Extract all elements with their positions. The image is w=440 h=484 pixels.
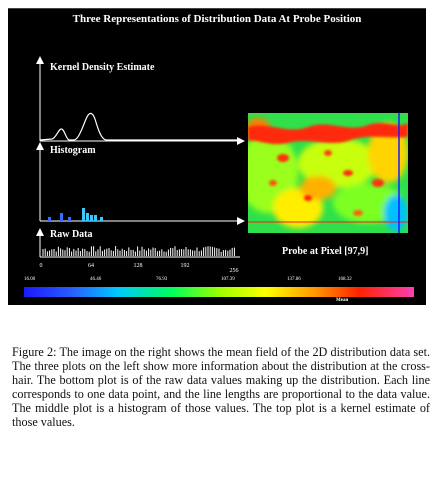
histogram-bar [60,213,63,221]
colorbar-tick: 16.00 [24,277,36,282]
raw-data-label: Raw Data [50,229,93,240]
histogram-bar [82,208,85,221]
colorbar-tick: 46.46 [90,277,102,282]
mean-field-heatmap [248,113,408,233]
histogram-bar [86,213,89,221]
kde-arrow-icon [36,56,44,64]
probe-label: Probe at Pixel [97,9] [282,246,369,257]
histogram-bar [94,215,97,221]
axis-tick-label: 256 [229,268,239,274]
histogram-label: Histogram [50,145,96,156]
histogram-arrow-icon [36,142,44,150]
colorbar-tick: 76.93 [156,277,168,282]
kde-x-arrow-icon [237,137,245,145]
histogram-bar [68,217,71,221]
figure-panel [8,8,426,305]
axis-tick-label: 0 [39,263,43,269]
colorbar-tick: 137.86 [287,277,301,282]
colorbar-tick: 107.39 [221,277,235,282]
kde-curve [40,113,240,140]
kde-label: Kernel Density Estimate [50,62,155,73]
colorbar-tick: 168.32 [338,277,352,282]
histogram-bar [100,217,103,221]
axis-tick-label: 128 [133,263,143,269]
figure-title: Three Representations of Distribution Data At Probe Position [72,13,362,25]
histogram-bar [48,217,51,221]
axis-tick-label: 64 [88,263,94,269]
histogram-bar [90,215,93,221]
raw-arrow-icon [36,228,44,236]
mean-field-image [248,113,408,233]
colorbar [24,287,414,297]
figure-caption: Figure 2: The image on the right shows the mean field of the 2D distribution data set. The three plots on the left show more information about the distribution at the cross-hair. The bottom plot is of the raw data values making up the distribution. Each line corresponds to one data point, and the line lengths are proportional to the data value. The middle plot is a histogram of those values. The top plot is a kernel estimate of those values. [12,345,430,429]
histogram-x-arrow-icon [237,217,245,225]
axis-tick-label: 192 [180,263,190,269]
raw-data-lines [43,246,234,256]
colorbar-label: Mean [336,298,349,303]
